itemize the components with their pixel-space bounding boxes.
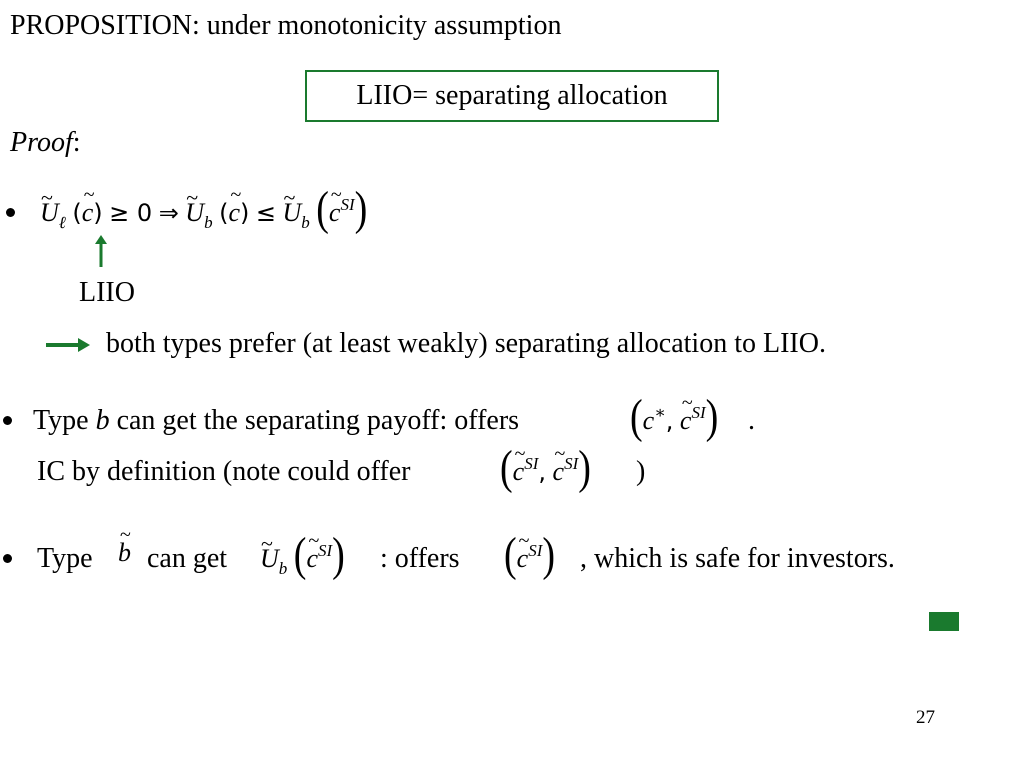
proof-colon: : — [72, 127, 81, 158]
boxed-statement — [305, 70, 719, 122]
boxed-statement-text: LIIO= separating allocation — [356, 80, 668, 111]
liio-annotation: LIIO — [79, 277, 135, 308]
proof-word: Proof — [10, 127, 73, 158]
bullet-3-b-tilde: ~ b — [118, 538, 131, 568]
bullet-3-offer-formula: (~ $c^{SI}$) — [504, 536, 555, 574]
bullet-2-alt-offer-formula: (~ $c^{SI}$, ~ $c^{SI}$) — [500, 449, 591, 487]
bullet-1-formula: ~ $U_\ell$ (~ c) ≥ 0 ⇒ ~ $U_b$ (~ c) ≤ ~ $U_b$ (~ $c^{SI}$) — [40, 190, 367, 233]
bullet-2-line-2: IC by definition (note could offer — [37, 456, 411, 487]
qed-square-icon — [929, 612, 959, 631]
up-arrow-icon — [93, 234, 109, 268]
bullet-2-offer-formula: (c∗, ~ $c^{SI}$) — [630, 398, 718, 436]
right-arrow-icon — [45, 337, 91, 353]
bullet-1-conclusion: both types prefer (at least weakly) separating allocation to LIIO. — [106, 328, 826, 359]
bullet-3-tail: , which is safe for investors. — [580, 543, 895, 574]
bullet-2-line-1: Type b can get the separating payoff: offers — [33, 405, 520, 436]
bullet-3-offers: : offers — [380, 543, 460, 574]
proposition-title: PROPOSITION: under monotonicity assumption — [10, 10, 562, 41]
proof-label — [10, 127, 81, 159]
page-number: 27 — [916, 707, 935, 728]
bullet-3-dot — [3, 554, 12, 563]
bullet-1-dot — [6, 208, 15, 217]
bullet-3-can-get: can get — [147, 543, 228, 574]
bullet-2-close-paren: ) — [636, 456, 646, 487]
bullet-3-type: Type — [37, 543, 93, 574]
bullet-2-period: . — [748, 405, 755, 436]
bullet-2-dot — [3, 416, 12, 425]
bullet-3-utility-formula: ~ $U_b$ (~ $c^{SI}$) — [260, 536, 345, 579]
